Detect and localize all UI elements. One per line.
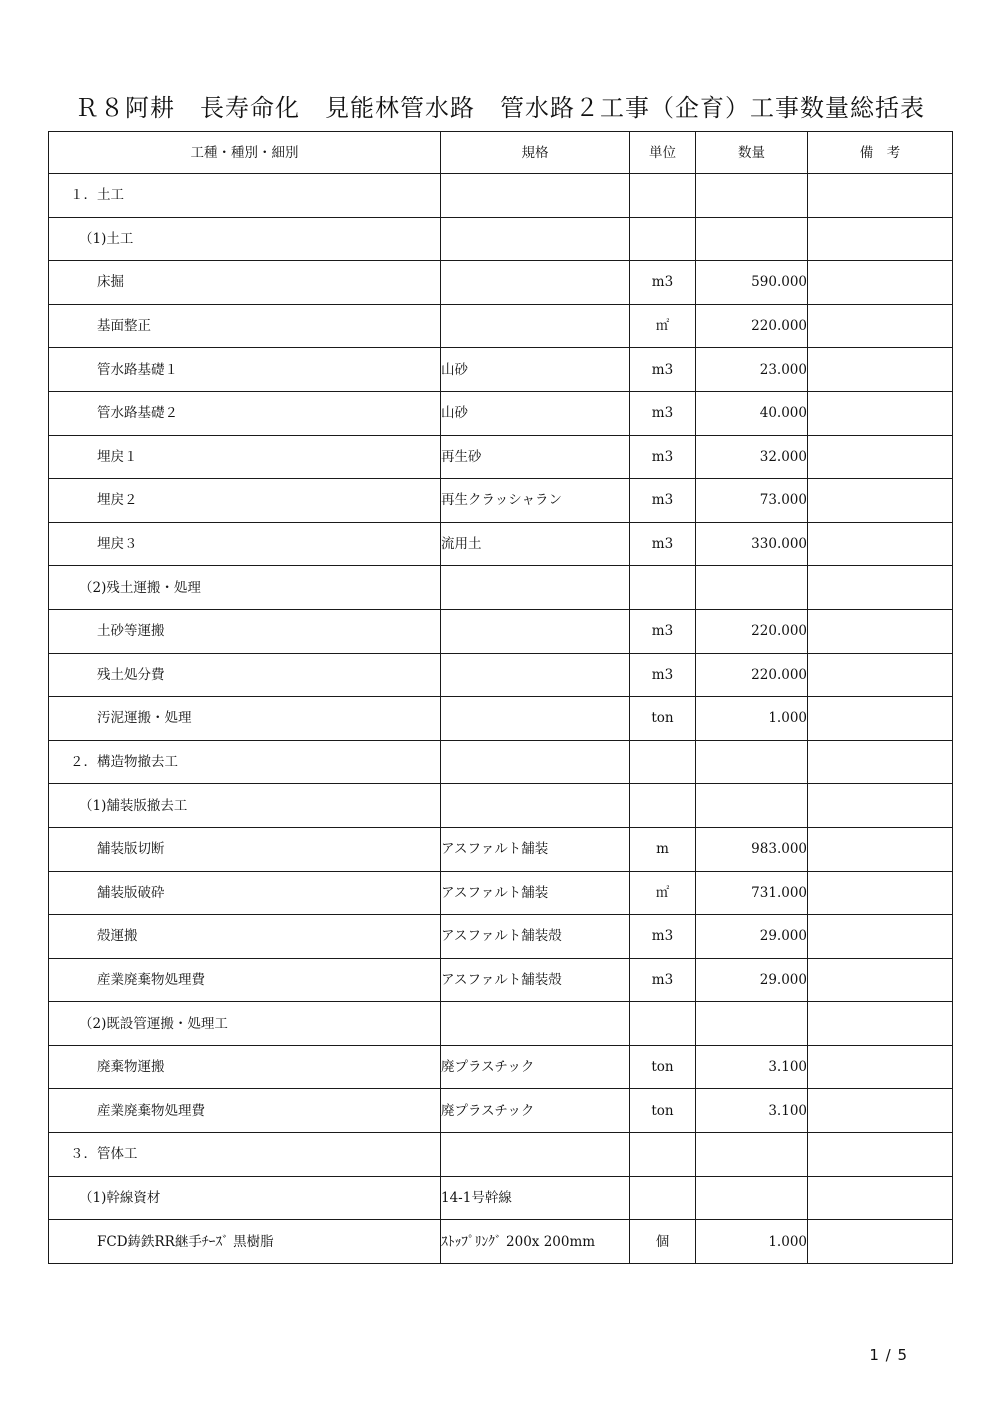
row-remarks [808, 827, 953, 871]
row-quantity [696, 1176, 808, 1220]
row-remarks [808, 653, 953, 697]
row-quantity: 29.000 [696, 958, 808, 1002]
row-specification [441, 304, 630, 348]
row-unit [630, 1002, 696, 1046]
table-row [49, 609, 953, 653]
row-remarks [808, 697, 953, 741]
row-specification [441, 609, 630, 653]
table-row [49, 740, 953, 784]
row-work-item: 殻運搬 [49, 915, 441, 959]
row-work-item: （1)幹線資材 [49, 1176, 441, 1220]
row-quantity: 1.000 [696, 697, 808, 741]
table-row [49, 1133, 953, 1177]
table-row [49, 348, 953, 392]
row-work-item: 埋戻２ [49, 479, 441, 523]
table-row [49, 304, 953, 348]
row-unit [630, 740, 696, 784]
table-row [49, 958, 953, 1002]
row-specification: 山砂 [441, 391, 630, 435]
row-work-item: １．土工 [49, 174, 441, 218]
row-unit: ㎡ [630, 871, 696, 915]
row-unit: m3 [630, 261, 696, 305]
table-row [49, 479, 953, 523]
row-work-item: （1)舗装版撤去工 [49, 784, 441, 828]
header-specification: 規格 [441, 132, 630, 174]
row-specification: アスファルト舗装 [441, 827, 630, 871]
row-work-item: FCD鋳鉄RR継手ﾁｰｽﾞ 黒樹脂 [49, 1220, 441, 1264]
row-specification [441, 174, 630, 218]
row-remarks [808, 784, 953, 828]
table-body [49, 174, 953, 1264]
row-specification: 流用土 [441, 522, 630, 566]
table-header-row [49, 132, 953, 174]
row-specification [441, 217, 630, 261]
row-work-item: 管水路基礎１ [49, 348, 441, 392]
row-work-item: 床掘 [49, 261, 441, 305]
row-specification: 再生砂 [441, 435, 630, 479]
row-unit: m3 [630, 653, 696, 697]
row-work-item: 産業廃棄物処理費 [49, 958, 441, 1002]
row-work-item: 産業廃棄物処理費 [49, 1089, 441, 1133]
table-row [49, 1002, 953, 1046]
row-unit [630, 1133, 696, 1177]
row-quantity [696, 740, 808, 784]
row-unit [630, 784, 696, 828]
row-remarks [808, 1220, 953, 1264]
row-quantity [696, 566, 808, 610]
row-quantity [696, 784, 808, 828]
row-unit: m3 [630, 479, 696, 523]
row-specification: 廃プラスチック [441, 1089, 630, 1133]
row-unit: m3 [630, 915, 696, 959]
row-work-item: 基面整正 [49, 304, 441, 348]
row-unit: 個 [630, 1220, 696, 1264]
header-remarks: 備 考 [808, 132, 953, 174]
row-remarks [808, 958, 953, 1002]
table-row [49, 522, 953, 566]
quantity-summary-table [48, 131, 953, 1264]
row-unit: m3 [630, 958, 696, 1002]
row-quantity: 73.000 [696, 479, 808, 523]
row-quantity: 32.000 [696, 435, 808, 479]
header-work-type: 工種・種別・細別 [49, 132, 441, 174]
row-remarks [808, 479, 953, 523]
row-remarks [808, 435, 953, 479]
row-quantity: 29.000 [696, 915, 808, 959]
row-work-item: 埋戻１ [49, 435, 441, 479]
row-quantity: 590.000 [696, 261, 808, 305]
row-specification [441, 1133, 630, 1177]
row-work-item: （2)既設管運搬・処理工 [49, 1002, 441, 1046]
row-unit [630, 217, 696, 261]
table-row [49, 1220, 953, 1264]
row-work-item: 舗装版切断 [49, 827, 441, 871]
row-quantity: 330.000 [696, 522, 808, 566]
row-quantity [696, 1133, 808, 1177]
row-specification: 14-1号幹線 [441, 1176, 630, 1220]
row-remarks [808, 217, 953, 261]
row-remarks [808, 566, 953, 610]
row-quantity: 983.000 [696, 827, 808, 871]
table-row [49, 915, 953, 959]
row-quantity: 731.000 [696, 871, 808, 915]
row-quantity [696, 217, 808, 261]
row-remarks [808, 1133, 953, 1177]
row-specification: 廃プラスチック [441, 1045, 630, 1089]
table-row [49, 697, 953, 741]
row-work-item: 廃棄物運搬 [49, 1045, 441, 1089]
row-unit: m3 [630, 435, 696, 479]
row-remarks [808, 1176, 953, 1220]
row-quantity: 1.000 [696, 1220, 808, 1264]
row-work-item: （2)残土運搬・処理 [49, 566, 441, 610]
row-quantity: 23.000 [696, 348, 808, 392]
row-remarks [808, 871, 953, 915]
header-quantity: 数量 [696, 132, 808, 174]
row-quantity: 220.000 [696, 304, 808, 348]
row-specification: アスファルト舗装殻 [441, 958, 630, 1002]
row-work-item: （1)土工 [49, 217, 441, 261]
row-specification [441, 261, 630, 305]
row-unit [630, 174, 696, 218]
row-remarks [808, 522, 953, 566]
row-remarks [808, 348, 953, 392]
row-specification [441, 653, 630, 697]
row-remarks [808, 1045, 953, 1089]
table-row [49, 871, 953, 915]
row-quantity [696, 1002, 808, 1046]
row-work-item: 管水路基礎２ [49, 391, 441, 435]
row-unit: ㎡ [630, 304, 696, 348]
row-unit: m [630, 827, 696, 871]
row-work-item: 汚泥運搬・処理 [49, 697, 441, 741]
row-work-item: 舗装版破砕 [49, 871, 441, 915]
row-work-item: ２．構造物撤去工 [49, 740, 441, 784]
row-work-item: 残土処分費 [49, 653, 441, 697]
row-unit: ton [630, 1089, 696, 1133]
row-remarks [808, 915, 953, 959]
row-remarks [808, 609, 953, 653]
row-work-item: 埋戻３ [49, 522, 441, 566]
table-row [49, 435, 953, 479]
row-specification [441, 566, 630, 610]
row-quantity [696, 174, 808, 218]
row-quantity: 220.000 [696, 653, 808, 697]
row-specification [441, 784, 630, 828]
row-quantity: 220.000 [696, 609, 808, 653]
table-row [49, 566, 953, 610]
row-unit: m3 [630, 609, 696, 653]
table-row [49, 827, 953, 871]
row-unit [630, 1176, 696, 1220]
table-row [49, 1045, 953, 1089]
row-specification [441, 1002, 630, 1046]
table-row [49, 174, 953, 218]
row-specification: アスファルト舗装殻 [441, 915, 630, 959]
row-specification: ｽﾄｯﾌﾟﾘﾝｸﾞ 200x 200mm [441, 1220, 630, 1264]
table-row [49, 217, 953, 261]
row-specification: 山砂 [441, 348, 630, 392]
row-unit: m3 [630, 522, 696, 566]
table-row [49, 1176, 953, 1220]
row-unit [630, 566, 696, 610]
row-remarks [808, 174, 953, 218]
document-title: Ｒ８阿耕 長寿命化 見能林管水路 管水路２工事（企育）工事数量総括表 [75, 94, 925, 122]
table-row [49, 261, 953, 305]
row-remarks [808, 261, 953, 305]
row-quantity: 3.100 [696, 1045, 808, 1089]
row-remarks [808, 391, 953, 435]
row-work-item: 土砂等運搬 [49, 609, 441, 653]
row-specification: 再生クラッシャラン [441, 479, 630, 523]
table-row [49, 784, 953, 828]
row-specification: アスファルト舗装 [441, 871, 630, 915]
row-work-item: ３．管体工 [49, 1133, 441, 1177]
header-unit: 単位 [630, 132, 696, 174]
table-row [49, 1089, 953, 1133]
page-number: 1 / 5 [869, 1346, 908, 1364]
row-unit: m3 [630, 348, 696, 392]
row-quantity: 3.100 [696, 1089, 808, 1133]
row-specification [441, 697, 630, 741]
row-remarks [808, 740, 953, 784]
table-row [49, 653, 953, 697]
row-remarks [808, 1002, 953, 1046]
row-unit: m3 [630, 391, 696, 435]
row-specification [441, 740, 630, 784]
row-quantity: 40.000 [696, 391, 808, 435]
row-unit: ton [630, 697, 696, 741]
row-remarks [808, 1089, 953, 1133]
row-remarks [808, 304, 953, 348]
row-unit: ton [630, 1045, 696, 1089]
table-row [49, 391, 953, 435]
